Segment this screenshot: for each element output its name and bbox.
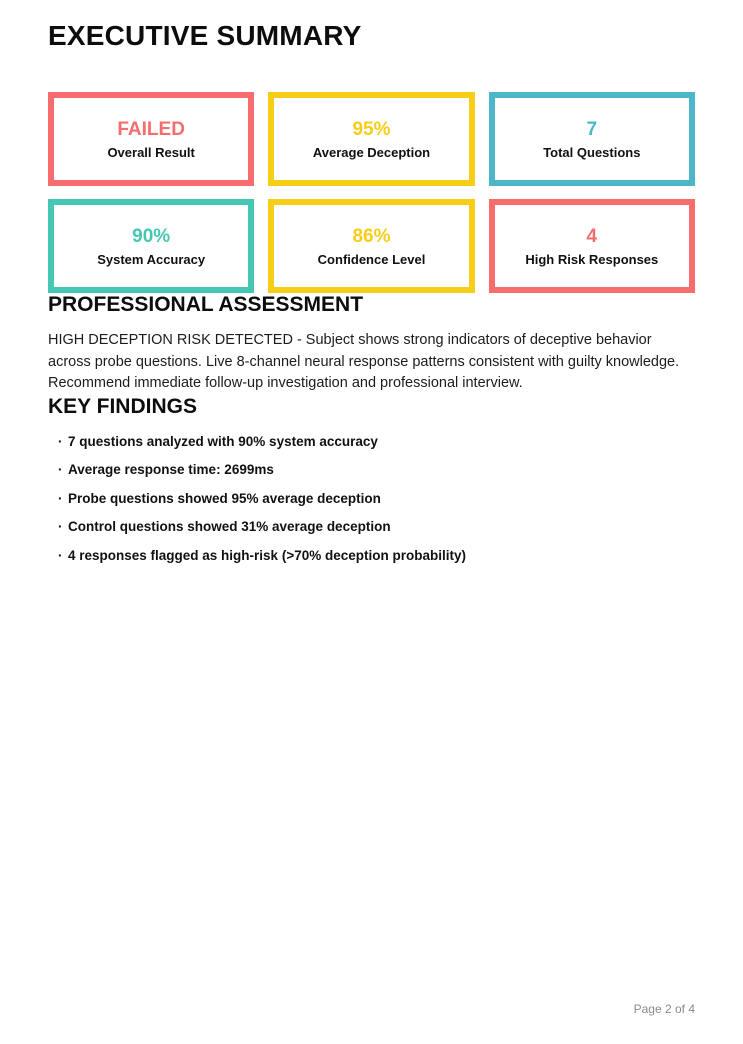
metric-card-average-deception bbox=[268, 92, 474, 186]
metric-card-confidence-level bbox=[268, 199, 474, 293]
metric-value: 86% bbox=[352, 225, 391, 247]
key-findings-heading: KEY FINDINGS bbox=[48, 394, 197, 418]
metric-label: Average Deception bbox=[312, 144, 431, 160]
metric-value: 7 bbox=[586, 118, 598, 140]
key-finding-item: · Average response time: 2699ms bbox=[68, 462, 695, 478]
page-title: EXECUTIVE SUMMARY bbox=[48, 20, 362, 51]
metric-label: High Risk Responses bbox=[525, 251, 659, 267]
metric-label: Confidence Level bbox=[317, 251, 426, 267]
metric-card-system-accuracy bbox=[48, 199, 254, 293]
metric-card-high-risk-responses bbox=[489, 199, 695, 293]
key-finding-item: · 7 questions analyzed with 90% system accuracy bbox=[68, 434, 695, 450]
key-finding-item: · Probe questions showed 95% average deception bbox=[68, 491, 695, 507]
metric-value: 90% bbox=[132, 225, 171, 247]
metric-card-overall-result bbox=[48, 92, 254, 186]
assessment-body-text: HIGH DECEPTION RISK DETECTED - Subject shows strong indicators of deceptive behavior across probe questions. Live 8-channel neural response patterns consistent with guilty knowledge. Recommend immediate follow-up investigation and professional interview. bbox=[48, 332, 680, 391]
metric-label: Total Questions bbox=[543, 144, 641, 160]
metrics-grid bbox=[48, 92, 695, 293]
metric-value: FAILED bbox=[117, 118, 185, 140]
key-finding-item: · 4 responses flagged as high-risk (>70% deception probability) bbox=[68, 548, 695, 564]
metric-value: 4 bbox=[586, 225, 598, 247]
metric-value: 95% bbox=[352, 118, 391, 140]
key-finding-item: · Control questions showed 31% average deception bbox=[68, 519, 695, 535]
metric-card-total-questions bbox=[489, 92, 695, 186]
assessment-heading: PROFESSIONAL ASSESSMENT bbox=[48, 293, 364, 316]
page-number: Page 2 of 4 bbox=[633, 1002, 695, 1016]
metric-label: Overall Result bbox=[107, 144, 195, 160]
metric-label: System Accuracy bbox=[97, 251, 206, 267]
key-findings-list bbox=[48, 434, 695, 564]
